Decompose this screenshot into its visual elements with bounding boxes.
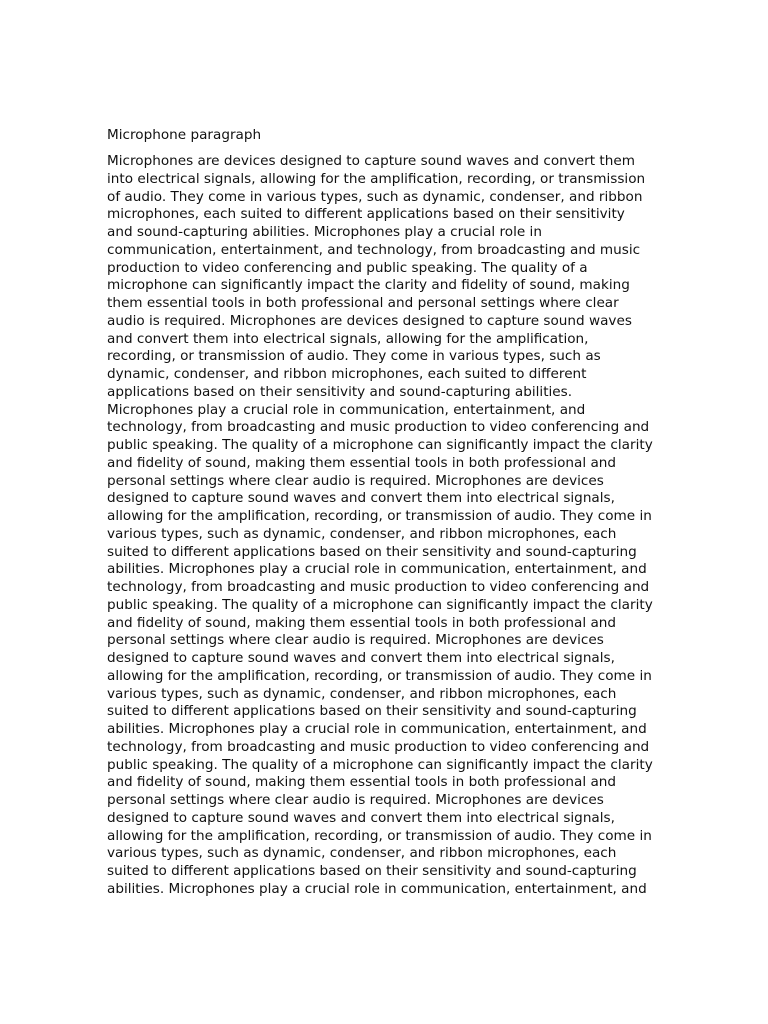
document-title: Microphone paragraph [107,127,262,143]
paragraph-line: into electrical signals, allowing for the amplification, recording, or transmission [107,170,646,187]
paragraph-line: personal settings where clear audio is required. Microphones are devices [107,632,604,649]
paragraph-line: various types, such as dynamic, condenser, and ribbon microphones, each [107,685,617,702]
paragraph-line: designed to capture sound waves and convert them into electrical signals, [107,809,615,826]
paragraph-line: microphone can significantly impact the clarity and fidelity of sound, making [107,277,630,294]
paragraph-line: Microphones are devices designed to capture sound waves and convert them [107,153,635,169]
paragraph-line: applications based on their sensitivity and sound-capturing abilities. [107,383,573,400]
paragraph-line: abilities. Microphones play a crucial role in communication, entertainment, and [107,880,647,897]
paragraph-line: various types, such as dynamic, condenser, and ribbon microphones, each [107,525,617,542]
paragraph-line: designed to capture sound waves and convert them into electrical signals, [107,490,615,507]
paragraph-line: personal settings where clear audio is required. Microphones are devices [107,472,604,489]
document-content [107,126,667,899]
paragraph-line: various types, such as dynamic, condenser, and ribbon microphones, each [107,845,617,862]
paragraph-line: dynamic, condenser, and ribbon microphones, each suited to different [107,366,587,382]
paragraph-line: suited to different applications based on their sensitivity and sound-capturing [107,543,637,560]
paragraph-line: communication, entertainment, and technology, from broadcasting and music [107,241,641,258]
paragraph-line: microphones, each suited to different applications based on their sensitivity [107,206,625,223]
paragraph-line: and fidelity of sound, making them essential tools in both professional and [107,774,617,791]
paragraph-line: personal settings where clear audio is required. Microphones are devices [107,792,604,808]
paragraph-line: suited to different applications based on their sensitivity and sound-capturing [107,703,637,720]
paragraph-line: technology, from broadcasting and music production to video conferencing and [107,419,650,436]
paragraph-line: and fidelity of sound, making them essential tools in both professional and [107,454,617,471]
paragraph-line: technology, from broadcasting and music production to video conferencing and [107,738,650,755]
paragraph-line: public speaking. The quality of a microphone can significantly impact the clarity [107,437,653,453]
paragraph-line: allowing for the amplification, recording, or transmission of audio. They come in [107,667,652,684]
paragraph-line: and convert them into electrical signals, allowing for the amplification, [107,330,589,347]
body-paragraph [107,153,667,899]
paragraph-line: audio is required. Microphones are devices designed to capture sound waves [107,312,632,329]
paragraph-line: Microphones play a crucial role in communication, entertainment, and [107,401,586,418]
paragraph-line: them essential tools in both professional and personal settings where clear [107,295,619,311]
paragraph-line: production to video conferencing and public speaking. The quality of a [107,259,588,276]
paragraph-line: recording, or transmission of audio. They come in various types, such as [107,348,601,365]
paragraph-line: of audio. They come in various types, such as dynamic, condenser, and ribbon [107,188,643,205]
paragraph-line: abilities. Microphones play a crucial role in communication, entertainment, and [107,721,647,737]
paragraph-line: technology, from broadcasting and music production to video conferencing and [107,579,650,595]
paragraph-line: public speaking. The quality of a microphone can significantly impact the clarity [107,756,653,773]
paragraph-line: allowing for the amplification, recording, or transmission of audio. They come in [107,508,652,524]
paragraph-line: abilities. Microphones play a crucial role in communication, entertainment, and [107,561,647,578]
paragraph-line: public speaking. The quality of a microphone can significantly impact the clarity [107,596,653,613]
paragraph-line: and sound-capturing abilities. Microphones play a crucial role in [107,224,542,240]
paragraph-line: allowing for the amplification, recording, or transmission of audio. They come in [107,827,652,844]
paragraph-line: suited to different applications based on their sensitivity and sound-capturing [107,863,637,879]
paragraph-line: designed to capture sound waves and convert them into electrical signals, [107,650,615,666]
paragraph-line: and fidelity of sound, making them essential tools in both professional and [107,614,617,631]
